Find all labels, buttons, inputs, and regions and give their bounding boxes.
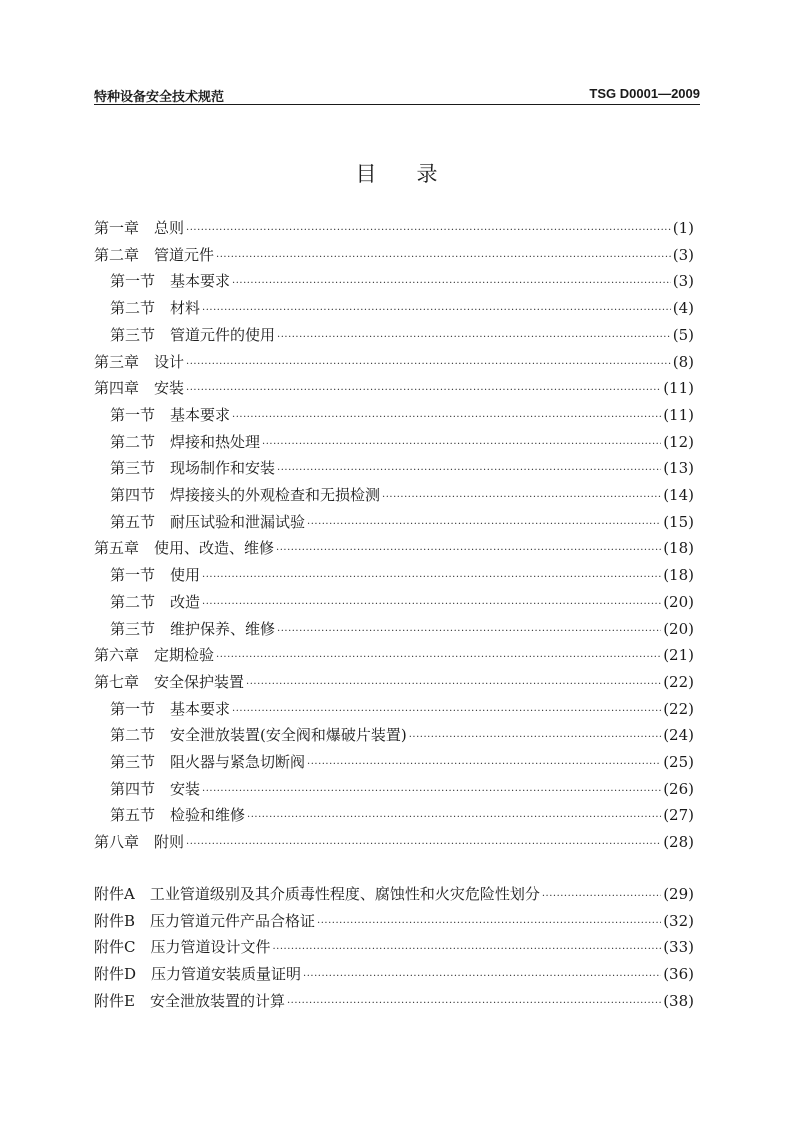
toc-section-entry[interactable] [94,511,694,533]
toc-section-entry-page-number: (26) [663,779,694,798]
toc-chapter-entry-label: 第二章 [94,245,140,264]
toc-section-entry-label: 第二节 [110,592,156,611]
toc-chapter-entry-title: 使用、改造、维修 [154,539,275,558]
toc-section-entry[interactable] [94,698,694,720]
toc-section-entry-page-number: (15) [663,512,694,531]
toc-appendix-entry[interactable] [94,936,694,958]
toc-appendix-entry-page-number: (33) [663,938,694,957]
toc-section-entry-label: 第五节 [110,512,156,531]
toc-section-entry[interactable] [94,591,694,613]
toc-chapter-entry-label: 第三章 [94,352,140,371]
dot-leader [216,647,661,669]
toc-section-entry-title: 维护保养、维修 [170,619,276,638]
toc-section-entry-title: 安装 [170,779,201,798]
toc-section-entry-title: 安全泄放装置(安全阀和爆破片装置) [170,726,407,745]
toc-section-entry-title: 焊接接头的外观检查和无损检测 [170,486,381,504]
toc-chapter-entry-label: 第六章 [94,646,140,665]
dot-leader [307,514,661,536]
toc-section-entry-page-number: (4) [672,299,694,318]
dot-leader [202,567,661,589]
toc-appendix-entry-title: 工业管道级别及其介质毒性程度、腐蚀性和火灾危险性划分 [149,885,540,903]
toc-chapter-entry-label: 第四章 [94,379,140,398]
toc-section-entry[interactable] [94,564,694,586]
toc-chapter-entry-page-number: (11) [663,379,694,398]
toc-section-entry-label: 第五节 [110,806,156,825]
toc-chapter-entry-title: 附则 [154,833,185,852]
dot-leader [409,727,661,749]
toc-section-entry[interactable] [94,804,694,826]
toc-chapter-entry-label: 第七章 [94,672,140,691]
dot-leader [307,754,661,776]
toc-chapter-entry-page-number: (28) [663,833,694,852]
toc-chapter-entry-page-number: (22) [663,672,694,691]
toc-appendix-entry[interactable] [94,990,694,1012]
dot-leader [232,407,661,429]
toc-section-entry-title: 基本要求 [170,699,231,718]
toc-section-entry[interactable] [94,751,694,773]
toc-appendix-entry-page-number: (38) [663,991,694,1010]
dot-leader [246,674,661,696]
toc-section-entry-page-number: (13) [663,459,694,478]
toc-chapter-entry[interactable] [94,831,694,853]
toc-section-entry-page-number: (20) [663,592,694,611]
dot-leader [287,993,661,1015]
toc-section-entry-label: 第三节 [110,325,156,344]
toc-appendix-entry-page-number: (32) [663,911,694,930]
toc-section-entry-label: 第二节 [110,299,156,318]
toc-chapter-entry[interactable] [94,244,694,266]
toc-section-entry[interactable] [94,484,694,506]
toc-section-entry-label: 第一节 [110,405,156,424]
toc-section-entry[interactable] [94,297,694,319]
toc-section-entry-label: 第四节 [110,779,156,798]
toc-appendix-entry[interactable] [94,910,694,932]
toc-section-entry[interactable] [94,270,694,292]
header-standard-code: TSG D0001—2009 [589,86,700,101]
toc-chapter-entry[interactable] [94,217,694,239]
toc-section-entry-page-number: (18) [663,566,694,585]
toc-chapter-entry-page-number: (21) [663,646,694,665]
toc-section-entry[interactable] [94,324,694,346]
toc-appendix-entry-title: 安全泄放装置的计算 [149,991,285,1010]
dot-leader [542,886,661,908]
toc-section-entry[interactable] [94,618,694,640]
toc-section-entry-page-number: (11) [663,405,694,424]
toc-section-entry-title: 使用 [170,566,201,585]
page-header [94,84,700,105]
toc-section-entry-label: 第三节 [110,753,156,771]
toc-appendix-entry-label: 附件B [94,911,136,930]
toc-section-entry-label: 第三节 [110,619,156,638]
toc-section-entry-label: 第一节 [110,272,156,291]
dot-leader [216,247,671,269]
toc-section-entry-page-number: (5) [672,325,694,344]
toc-section-entry-label: 第一节 [110,699,156,718]
toc-section-entry-page-number: (20) [663,619,694,638]
dot-leader [277,621,661,643]
dot-leader [273,939,662,961]
toc-section-entry-page-number: (24) [663,726,694,745]
toc-section-entry[interactable] [94,404,694,426]
toc-section-entry-title: 现场制作和安装 [170,459,276,478]
toc-chapter-entry[interactable] [94,351,694,373]
toc-section-entry-title: 基本要求 [170,272,231,291]
toc-chapter-entry-title: 管道元件 [154,245,215,264]
toc-chapter-entry-label: 第八章 [94,833,140,852]
toc-chapter-entry[interactable] [94,537,694,559]
toc-section-entry-title: 改造 [170,592,201,611]
toc-appendix-entry-label: 附件A [94,885,135,903]
toc-chapter-entry-title: 设计 [154,352,185,371]
toc-section-entry-label: 第二节 [110,432,156,451]
toc-appendix-entry-label: 附件E [94,991,135,1010]
dot-leader [262,434,661,456]
toc-section-entry-label: 第二节 [110,726,156,745]
toc-chapter-entry-title: 安全保护装置 [154,672,245,691]
toc-section-entry-title: 焊接和热处理 [170,432,261,451]
toc-appendix-entry-page-number: (29) [663,885,694,903]
toc-chapter-entry-label: 第五章 [94,539,140,558]
toc-chapter-entry[interactable] [94,644,694,666]
toc-section-entry-title: 检验和维修 [170,806,246,825]
toc-section-entry-page-number: (3) [672,272,694,291]
dot-leader [202,781,661,803]
toc-section-entry-title: 管道元件的使用 [170,325,276,344]
dot-leader [276,540,661,562]
toc-chapter-entry[interactable] [94,377,694,399]
toc-appendix-entry-page-number: (36) [663,965,694,984]
toc-section-entry[interactable] [94,724,694,746]
dot-leader [382,487,661,509]
dot-leader [202,300,671,322]
toc-section-entry-title: 材料 [170,299,201,318]
dot-leader [277,327,671,349]
toc-appendix-entry-title: 压力管道安装质量证明 [151,965,302,984]
header-series-title: 特种设备安全技术规范 [94,90,225,105]
toc-chapter-entry-title: 安装 [154,379,185,398]
toc-chapter-entry-page-number: (3) [672,245,694,264]
toc-section-entry-page-number: (25) [663,753,694,771]
dot-leader [186,354,671,376]
dot-leader [232,701,661,723]
toc-section-entry[interactable] [94,457,694,479]
toc-section-entry-title: 耐压试验和泄漏试验 [170,512,306,531]
toc-section-entry-label: 第一节 [110,566,156,585]
toc-section-entry-title: 基本要求 [170,405,231,424]
dot-leader [202,594,661,616]
toc-appendix-entry[interactable] [94,883,694,905]
page-title: 目录 [355,162,478,186]
toc-appendix-entry-label: 附件D [94,965,137,984]
dot-leader [186,834,661,856]
toc-appendix-entry-label: 附件C [94,938,136,957]
toc-chapter-entry-page-number: (8) [672,352,694,371]
toc-chapter-entry-page-number: (18) [663,539,694,558]
toc-appendix-entry-title: 压力管道设计文件 [150,938,271,957]
dot-leader [277,460,661,482]
toc-section-entry-page-number: (27) [663,806,694,825]
toc-section-entry-page-number: (12) [663,432,694,451]
toc-chapter-entry-page-number: (1) [672,219,694,237]
dot-leader [317,913,661,935]
toc-chapter-entry-label: 第一章 [94,219,140,237]
dot-leader [247,807,661,829]
toc-chapter-entry[interactable] [94,671,694,693]
dot-leader [186,380,661,402]
toc-section-entry-label: 第四节 [110,486,156,504]
dot-leader [232,273,671,295]
toc-chapter-entry-title: 定期检验 [154,646,215,665]
toc-section-entry-label: 第三节 [110,459,156,478]
toc-appendix-entry-title: 压力管道元件产品合格证 [150,911,316,930]
toc-chapter-entry-title: 总则 [154,219,185,237]
toc-section-entry[interactable] [94,431,694,453]
toc-section-entry-title: 阻火器与紧急切断阀 [170,753,306,771]
toc-section-entry[interactable] [94,778,694,800]
dot-leader [186,220,671,242]
toc-appendix-entry[interactable] [94,963,694,985]
toc-section-entry-page-number: (14) [663,486,694,504]
toc-section-entry-page-number: (22) [663,699,694,718]
dot-leader [303,966,661,988]
